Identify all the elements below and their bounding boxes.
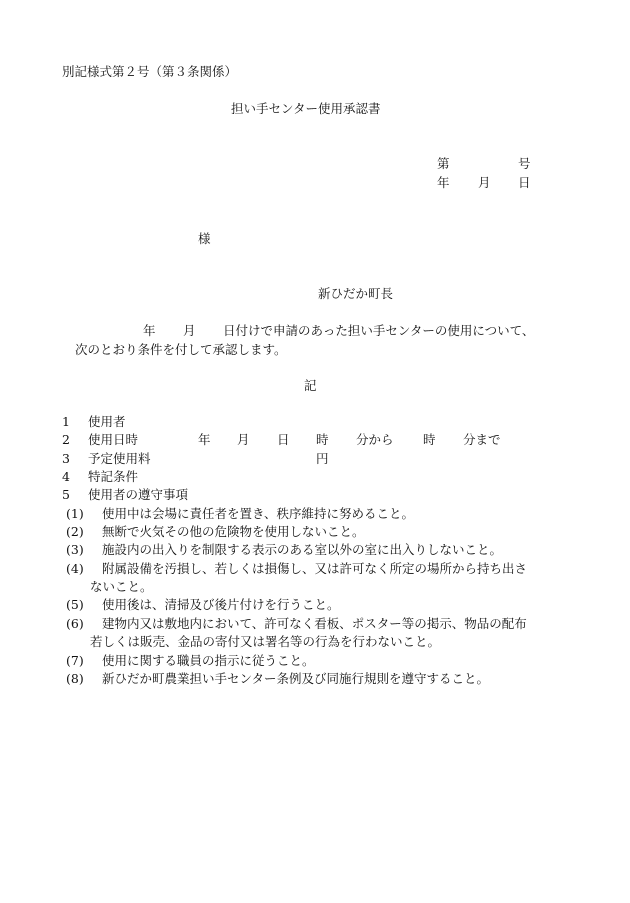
item-label: 使用者の遵守事項 <box>88 487 189 502</box>
condition-number: (3) <box>66 542 84 557</box>
item-1 <box>62 414 126 430</box>
condition-number: (4) <box>66 561 84 576</box>
ki-heading: 記 <box>304 378 317 393</box>
condition-item <box>66 561 527 577</box>
addressee-suffix: 様 <box>198 231 211 246</box>
condition-text: 附属設備を汚損し、若しくは損傷し、又は許可なく所定の場所から持ち出さ <box>102 561 528 576</box>
condition-number: (1) <box>66 506 84 521</box>
item-label: 使用者 <box>88 414 126 429</box>
condition-item <box>66 653 315 669</box>
condition-text: 無断で火気その他の危険物を使用しないこと。 <box>102 524 365 539</box>
item-2-month: 月 <box>237 432 250 447</box>
item-2-minute-to: 分まで <box>463 432 501 447</box>
doc-date-day: 日 <box>518 175 531 190</box>
doc-no-go: 号 <box>518 156 531 171</box>
item-number: 3 <box>62 451 70 466</box>
body-year: 年 <box>143 323 156 338</box>
condition-item <box>66 671 489 687</box>
item-2-day: 日 <box>277 432 290 447</box>
doc-date-year: 年 <box>437 175 450 190</box>
condition-continuation: 若しくは販売、金品の寄付又は署名等の行為を行わないこと。 <box>90 634 441 649</box>
condition-item <box>66 597 340 613</box>
item-5 <box>62 487 188 503</box>
item-number: 1 <box>62 414 70 429</box>
item-4 <box>62 469 138 485</box>
item-3-yen: 円 <box>316 451 329 466</box>
condition-text: 新ひだか町農業担い手センター条例及び同施行規則を遵守すること。 <box>102 671 490 686</box>
condition-text: 施設内の出入りを制限する表示のある室以外の室に出入りしないこと。 <box>102 542 503 557</box>
body-line1: 日付けで申請のあった担い手センターの使用について、 <box>223 323 535 338</box>
condition-text: 使用中は会場に責任者を置き、秩序維持に努めること。 <box>102 506 415 521</box>
condition-text: 使用後は、清掃及び後片付けを行うこと。 <box>102 597 340 612</box>
condition-number: (6) <box>66 616 84 631</box>
condition-number: (8) <box>66 671 84 686</box>
form-label: 別記様式第２号（第３条関係） <box>62 64 238 79</box>
condition-continuation: ないこと。 <box>90 579 153 594</box>
item-label: 使用日時 <box>88 432 139 447</box>
body-month: 月 <box>183 323 196 338</box>
item-2-year: 年 <box>198 432 211 447</box>
item-label: 予定使用料 <box>88 451 151 466</box>
item-number: 5 <box>62 487 70 502</box>
item-2-minute-from: 分から <box>356 432 394 447</box>
condition-item <box>66 542 502 558</box>
condition-item <box>66 616 527 632</box>
doc-date-month: 月 <box>478 175 491 190</box>
item-2-hour-to: 時 <box>423 432 436 447</box>
condition-item <box>66 524 365 540</box>
item-number: 2 <box>62 432 70 447</box>
issuer: 新ひだか町長 <box>318 286 394 301</box>
item-2 <box>62 432 138 448</box>
item-2-hour-from: 時 <box>316 432 329 447</box>
item-3 <box>62 451 151 467</box>
condition-text: 建物内又は敷地内において、許可なく看板、ポスター等の掲示、物品の配布 <box>102 616 527 631</box>
condition-number: (5) <box>66 597 84 612</box>
doc-no-dai: 第 <box>437 156 450 171</box>
condition-item <box>66 506 414 522</box>
document-title: 担い手センター使用承認書 <box>231 101 381 116</box>
condition-number: (7) <box>66 653 84 668</box>
body-line2: 次のとおり条件を付して承認します。 <box>75 342 287 357</box>
item-number: 4 <box>62 469 70 484</box>
condition-text: 使用に関する職員の指示に従うこと。 <box>102 653 315 668</box>
condition-number: (2) <box>66 524 84 539</box>
item-label: 特記条件 <box>88 469 139 484</box>
